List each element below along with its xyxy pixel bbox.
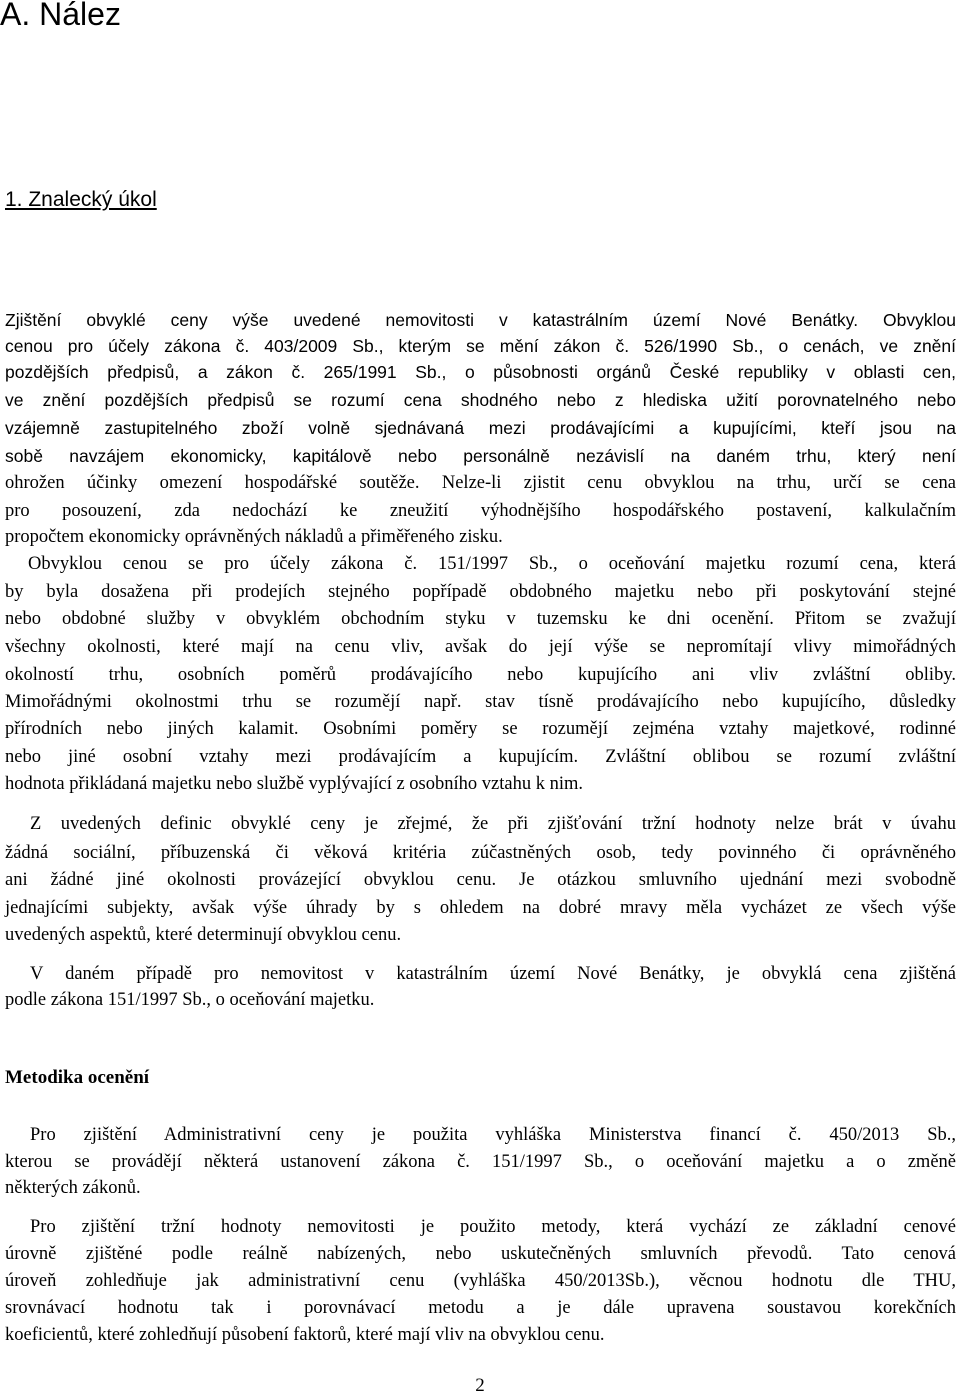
text-line: ve znění pozdějších předpisů se rozumí cena shodného nebo z hlediska užití porovnatelného nebo: [5, 390, 956, 410]
text-line: ohrožen účinky omezení hospodářské soutěže. Nelze-li zjistit cenu obvyklou na trhu, určí se cena: [5, 473, 956, 493]
text-line: úroveň zohledňuje jak administrativní cenu (vyhláška 450/2013Sb.), věcnou hodnotu dle THU,: [5, 1271, 956, 1291]
text-line: žádná sociální, příbuzenská či věková kritéria zúčastněných osob, tedy povinného či oprávněného: [5, 843, 956, 863]
section-a-title: A. Nález: [0, 0, 121, 32]
page-number: 2: [475, 1375, 485, 1396]
text-line: V daném případě pro nemovitost v katastrálním území Nové Benátky, je obvyklá cena zjištěná: [30, 964, 956, 984]
text-line: Mimořádnými okolnostmi trhu se rozumějí např. stav tísně prodávajícího nebo kupujícího, důsledky: [5, 692, 956, 712]
text-line: jednajícími subjekty, avšak výše úhrady by s ohledem na dobré mravy měla vycházet ze všech výše: [5, 898, 956, 918]
text-line: vzájemně zastupitelného zboží volně sjednávaná mezi prodávajícími a kupujícími, kteří jsou na: [5, 418, 956, 438]
text-line: propočtem ekonomicky oprávněných nákladů a přiměřeného zisku.: [5, 527, 503, 547]
text-line: přírodních nebo jiných kalamit. Osobními poměry se rozumějí zejména vztahy majetkové, rodinné: [5, 719, 956, 739]
text-line: některých zákonů.: [5, 1178, 141, 1198]
text-line: ani žádné jiné okolnosti provázející obvyklou cenu. Je otázkou smluvního ujednání mezi svobodně: [5, 870, 956, 890]
text-line: podle zákona 151/1997 Sb., o oceňování majetku.: [5, 990, 375, 1010]
text-line: okolností trhu, osobních poměrů prodávajícího nebo kupujícího ani vliv zvláštní obliby.: [5, 665, 956, 685]
text-line: nebo obdobné služby v obvyklém obchodním styku v tuzemsku ke dni ocenění. Přitom se zvažují: [5, 609, 956, 629]
text-line: všechny okolnosti, které mají na cenu vliv, avšak do její výše se nepromítají vlivy mimořádných: [5, 637, 956, 657]
text-line: Zjištění obvyklé ceny výše uvedené nemovitosti v katastrálním území Nové Benátky. Obvyklou: [5, 310, 956, 330]
text-line: Pro zjištění tržní hodnoty nemovitosti je použito metody, která vychází ze základní cenové: [30, 1217, 956, 1237]
section-1-title: 1. Znalecký úkol: [5, 188, 157, 211]
text-line: cenou pro účely zákona č. 403/2009 Sb., kterým se mění zákon č. 526/1990 Sb., o cenách, ve znění: [5, 336, 956, 356]
text-line: pozdějších předpisů, a zákon č. 265/1991 Sb., o působnosti orgánů České republiky v oblasti cen,: [5, 362, 956, 382]
text-line: nebo jiné osobní vztahy mezi prodávajícím a kupujícím. Zvláštní oblibou se rozumí zvláštní: [5, 747, 956, 767]
text-line: úrovně zjištěné podle reálně nabízených, nebo uskutečněných smluvních převodů. Tato cenová: [5, 1244, 956, 1264]
text-line: kterou se provádějí některá ustanovení zákona č. 151/1997 Sb., o oceňování majetku a o změně: [5, 1152, 956, 1172]
text-line: uvedených aspektů, které determinují obvyklou cenu.: [5, 925, 402, 945]
text-line: Z uvedených definic obvyklé ceny je zřejmé, že při zjišťování tržní hodnoty nelze brát v úvahu: [30, 814, 956, 834]
text-line: pro posouzení, zda nedochází ke zneužití výhodnějšího hospodářského postavení, kalkulačním: [5, 501, 956, 521]
text-line: sobě navzájem ekonomicky, kapitálově nebo personálně nezávislí na daném trhu, který není: [5, 446, 956, 466]
section-metodika-title: Metodika ocenění: [5, 1067, 150, 1088]
text-line: hodnota přikládaná majetku nebo službě vyplývající z osobního vztahu k nim.: [5, 774, 583, 794]
text-line: by byla dosažena při prodejích stejného popřípadě obdobného majetku nebo při poskytování stejné: [5, 582, 956, 602]
text-line: srovnávací hodnotu tak i porovnávací metodu a je dále upravena soustavou korekčních: [5, 1298, 956, 1318]
text-line: Obvyklou cenou se pro účely zákona č. 151/1997 Sb., o oceňování majetku rozumí cena, která: [28, 554, 956, 574]
text-line: Pro zjištění Administrativní ceny je použita vyhláška Ministerstva financí č. 450/2013 Sb.,: [30, 1125, 956, 1145]
text-line: koeficientů, které zohledňují působení faktorů, které mají vliv na obvyklou cenu.: [5, 1325, 605, 1345]
